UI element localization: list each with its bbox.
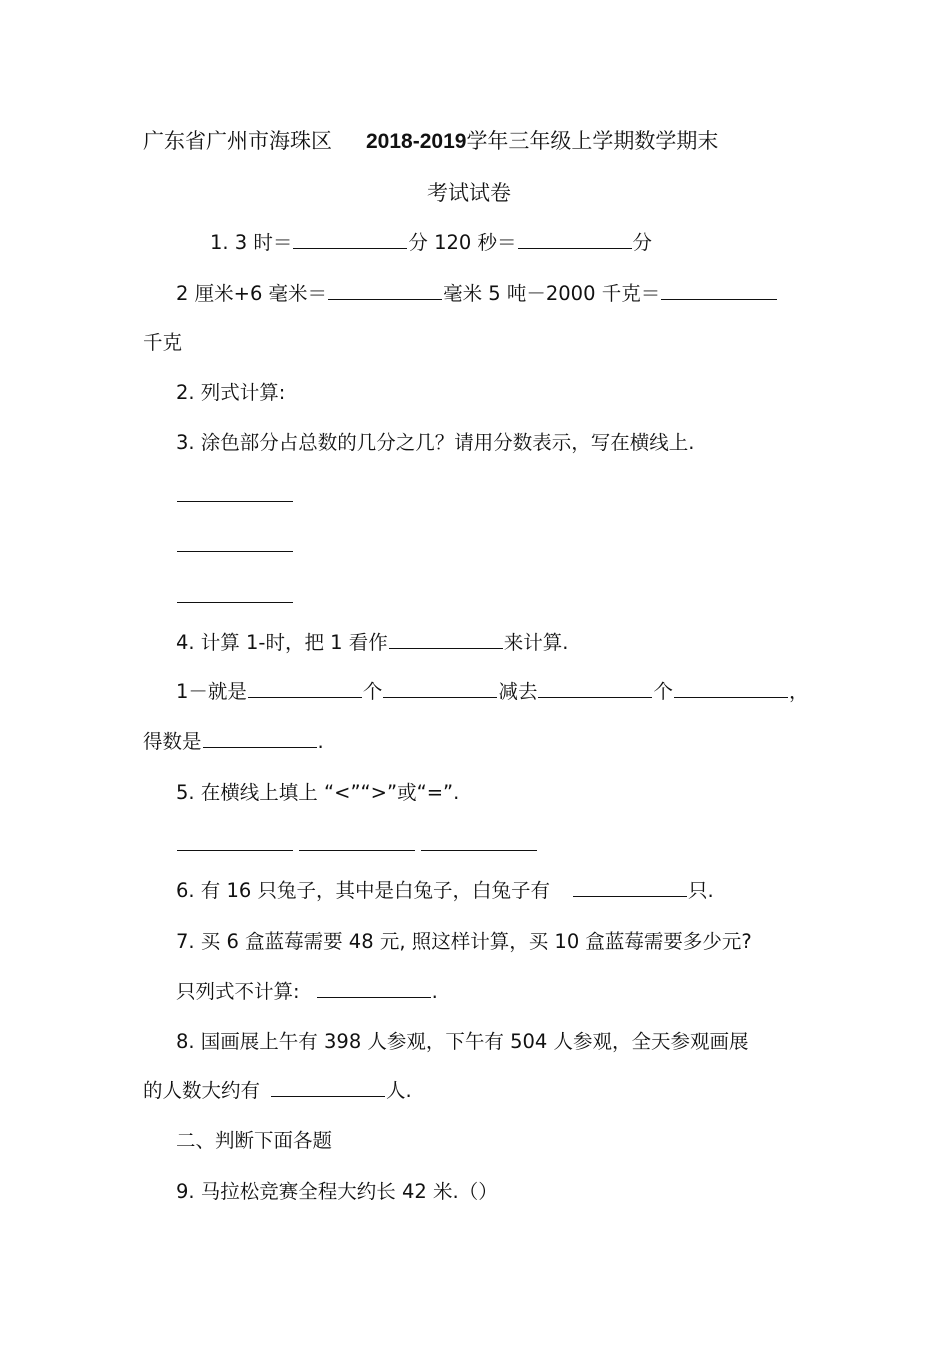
answer-blank[interactable] bbox=[389, 630, 503, 649]
question-8-line1: 8. 国画展上午有 398 人参观，下午有 504 人参观，全天参观画展 bbox=[176, 1030, 749, 1053]
question-6 bbox=[176, 878, 714, 904]
answer-blank[interactable] bbox=[317, 979, 431, 998]
question-4-line3 bbox=[143, 729, 324, 755]
answer-blank[interactable] bbox=[538, 679, 652, 698]
q7-text-b: 只列式不计算: bbox=[176, 980, 300, 1003]
q7-text-c: . bbox=[431, 980, 438, 1003]
title-part1: 广东省广州市海珠区 bbox=[143, 129, 332, 153]
q1-text-d: 2 厘米+6 毫米＝ bbox=[176, 282, 328, 305]
q8-text-b: 的人数大约有 bbox=[143, 1079, 261, 1102]
q6-text-a: 6. 有 16 只兔子，其中是白兔子，白兔子有 bbox=[176, 879, 551, 902]
page-title bbox=[143, 128, 718, 155]
answer-blank[interactable] bbox=[383, 679, 497, 698]
answer-blank[interactable] bbox=[248, 679, 362, 698]
q1-text-a: 1. 3 时＝ bbox=[210, 231, 293, 254]
q4-text-d: 个 bbox=[362, 680, 383, 703]
answer-blank[interactable] bbox=[421, 849, 537, 851]
question-1-line1 bbox=[210, 230, 652, 256]
q4-text-b: 来计算. bbox=[503, 631, 569, 654]
answer-blank[interactable] bbox=[293, 230, 407, 249]
question-1-line3: 千克 bbox=[143, 331, 183, 354]
answer-blank[interactable] bbox=[271, 1078, 385, 1097]
answer-blank[interactable] bbox=[177, 849, 293, 851]
q4-text-i: . bbox=[317, 730, 324, 753]
question-7-line2 bbox=[176, 979, 438, 1005]
answer-blank[interactable] bbox=[573, 878, 687, 897]
question-1-line2 bbox=[176, 281, 778, 307]
answer-blank[interactable] bbox=[518, 230, 632, 249]
question-5: 5. 在横线上填上 “<”“>”或“=”. bbox=[176, 781, 460, 804]
question-2: 2. 列式计算: bbox=[176, 381, 286, 404]
question-7-line1: 7. 买 6 盒蓝莓需要 48 元, 照这样计算，买 10 盒蓝莓需要多少元? bbox=[176, 930, 752, 953]
section-heading: 二、判断下面各题 bbox=[176, 1129, 333, 1152]
q8-text-c: 人. bbox=[386, 1079, 412, 1102]
q4-text-h: 得数是 bbox=[143, 730, 202, 753]
answer-blank[interactable] bbox=[203, 729, 317, 748]
answer-blank[interactable] bbox=[177, 601, 293, 603]
question-4-line2 bbox=[176, 679, 808, 705]
q4-text-a: 4. 计算 1-时，把 1 看作 bbox=[176, 631, 388, 654]
answer-blank[interactable] bbox=[299, 849, 415, 851]
title-year: 2018-2019 bbox=[366, 130, 467, 153]
q6-text-b: 只. bbox=[688, 879, 714, 902]
q4-text-e: 减去 bbox=[498, 680, 538, 703]
q1-text-b: 分 120 秒＝ bbox=[408, 231, 517, 254]
question-3: 3. 涂色部分占总数的几分之几？请用分数表示，写在横线上. bbox=[176, 431, 695, 454]
q4-text-g: ， bbox=[788, 680, 809, 703]
answer-blank[interactable] bbox=[328, 281, 442, 300]
answer-blank[interactable] bbox=[674, 679, 788, 698]
title-part2: 学年三年级上学期数学期末 bbox=[466, 129, 719, 153]
answer-blank[interactable] bbox=[177, 550, 293, 552]
question-9: 9. 马拉松竞赛全程大约长 42 米.（） bbox=[176, 1180, 498, 1203]
answer-blank[interactable] bbox=[661, 281, 777, 300]
q4-text-c: 1－就是 bbox=[176, 680, 247, 703]
q1-text-e: 毫米 5 吨－2000 千克＝ bbox=[443, 282, 661, 305]
q4-text-f: 个 bbox=[653, 680, 673, 703]
question-4-line1 bbox=[176, 630, 568, 656]
question-8-line2 bbox=[143, 1078, 412, 1104]
q1-text-c: 分 bbox=[632, 231, 653, 254]
answer-blank[interactable] bbox=[177, 500, 293, 502]
page-subtitle: 考试试卷 bbox=[427, 181, 511, 205]
